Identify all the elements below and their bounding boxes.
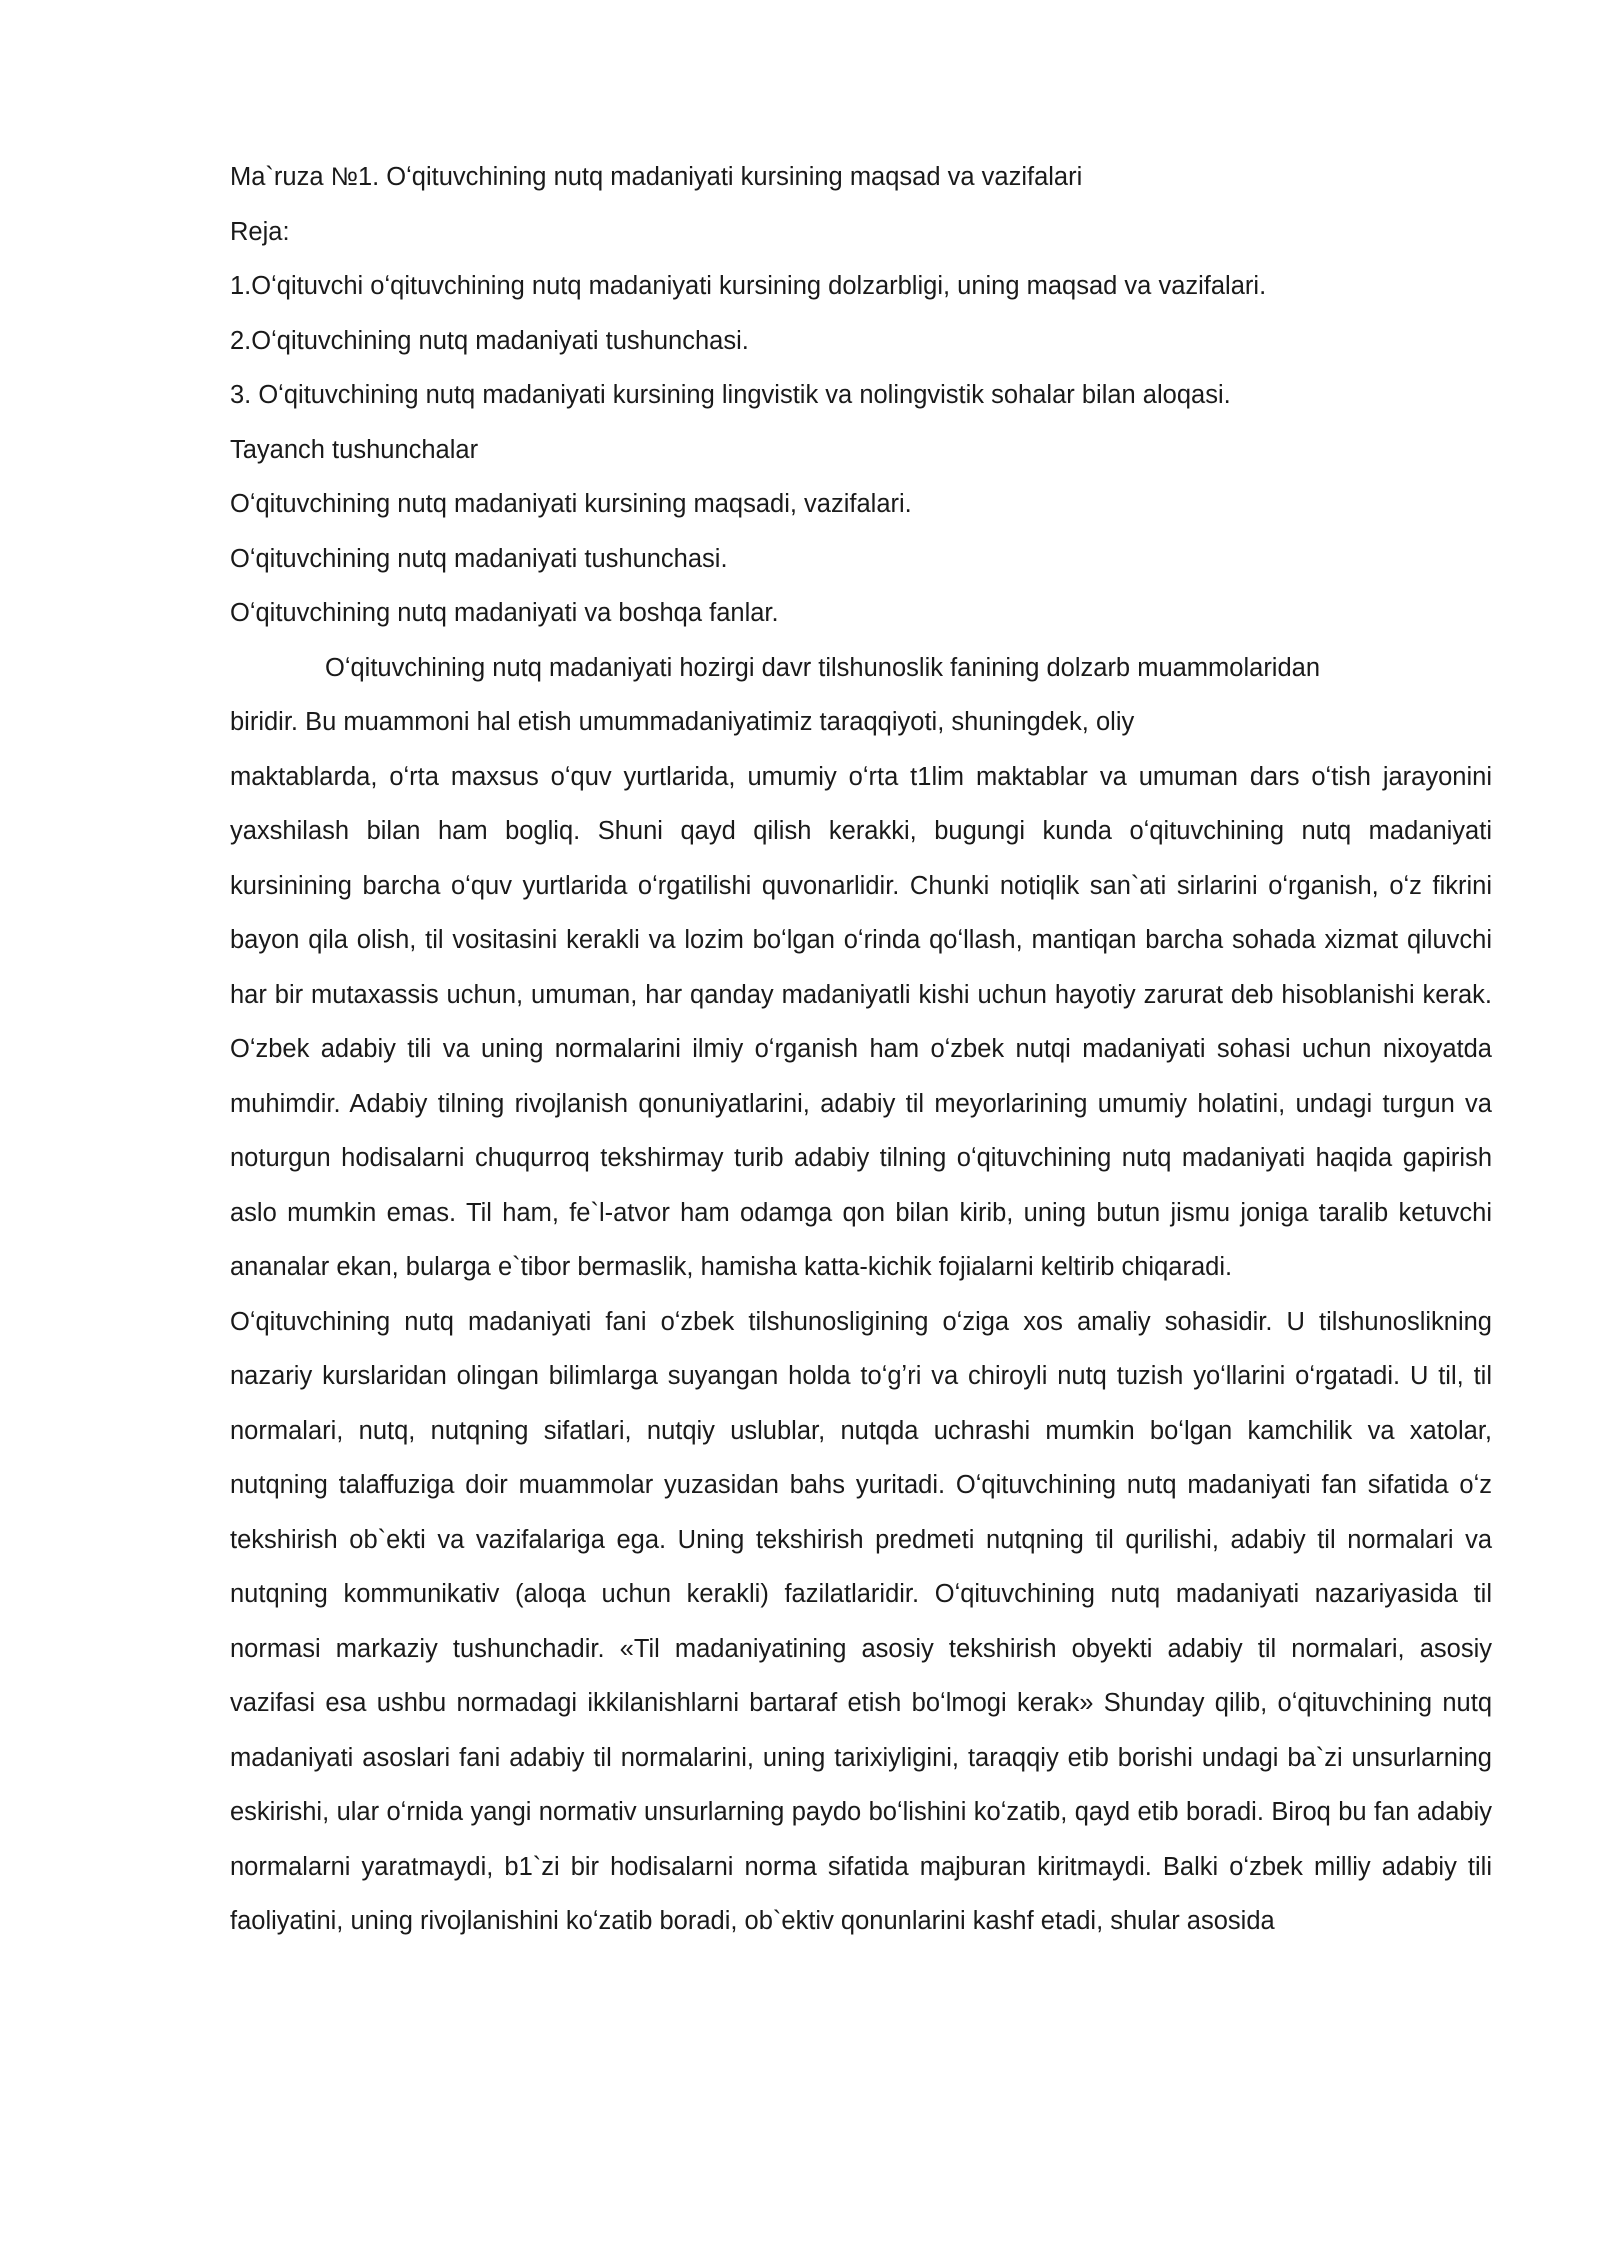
body-paragraph: maktablarda, oʻrta maxsus oʻquv yurtlarida, umumiy oʻrta t1lim maktablar va umuman dars oʻtish jarayonini yaxshilash bilan ham bogliq. Shuni qayd qilish kerakki, bugungi kunda oʻqituvchining nutq madaniyati kursinining barcha oʻquv yurtlarida oʻrgatilishi quvonarlidir. Chunki notiqlik san`ati sirlarini oʻrganish, oʻz fikrini bayon qila olish, til vositasini kerakli va lozim boʻlgan oʻrinda qoʻllash, mantiqan barcha sohada xizmat qiluvchi har bir mutaxassis uchun, umuman, har qanday madaniyatli kishi uchun hayotiy zarurat deb hisoblanishi kerak. Oʻzbek adabiy tili va uning normalarini ilmiy oʻrganish ham oʻzbek nutqi madaniyati sohasi uchun nixoyatda muhimdir. Adabiy tilning rivojlanish qonuniyatlarini, adabiy til meyorlarining umumiy holatini, undagi turgun va noturgun hodisalarni chuqurroq tekshirmay turib adabiy tilning oʻqituvchining nutq madaniyati haqida gapirish aslo mumkin emas. Til ham, fe`l-atvor ham odamga qon bilan kirib, uning butun jismu joniga taralib ketuvchi ananalar ekan, bularga e`tibor bermaslik, hamisha katta-kichik fojialarni keltirib chiqaradi.	[230, 762, 1492, 1281]
key-term: Oʻqituvchining nutq madaniyati tushunchasi.	[230, 544, 728, 573]
key-terms-heading: Tayanch tushunchalar	[230, 435, 479, 464]
body-paragraph: Oʻqituvchining nutq madaniyati fani oʻzbek tilshunosligining oʻziga xos amaliy sohasidir. U tilshunoslikning nazariy kurslaridan olingan bilimlarga suyangan holda toʻgʼri va chiroyli nutq tuzish yoʻllarini oʻrgatadi. U til, til normalari, nutq, nutqning sifatlari, nutqiy uslublar, nutqda uchrashi mumkin boʻlgan kamchilik va xatolar, nutqning talaffuziga doir muammolar yuzasidan bahs yuritadi. Oʻqituvchining nutq madaniyati fan sifatida oʻz tekshirish ob`ekti va vazifalariga ega. Uning tekshirish predmeti nutqning til qurilishi, adabiy til normalari va nutqning kommunikativ (aloqa uchun kerakli) fazilatlaridir. Oʻqituvchining nutq madaniyati nazariyasida til normasi markaziy tushunchadir. «Til madaniyatining asosiy tekshirish obyekti adabiy til normalari, asosiy vazifasi esa ushbu normadagi ikkilanishlarni bartaraf etish boʻlmogi kerak» Shunday qilib, oʻqituvchining nutq madaniyati asoslari fani adabiy til normalarini, uning tarixiyligini, taraqqiy etib borishi undagi ba`zi unsurlarning eskirishi, ular oʻrnida yangi normativ unsurlarning paydo boʻlishini koʻzatib, qayd etib boradi. Biroq bu fan adabiy normalarni yaratmaydi, b1`zi bir hodisalarni norma sifatida majburan kiritmaydi. Balki oʻzbek milliy adabiy tili faoliyatini, uning rivojlanishini koʻzatib boradi, ob`ektiv qonunlarini kashf etadi, shular asosida	[230, 1307, 1492, 1935]
key-term: Oʻqituvchining nutq madaniyati kursining maqsadi, vazifalari.	[230, 490, 912, 518]
document-title: Ma`ruza №1. Oʻqituvchining nutq madaniyati kursining maqsad va vazifalari	[230, 163, 1083, 191]
plan-heading: Reja:	[230, 217, 290, 246]
plan-item: 2.Oʻqituvchining nutq madaniyati tushunchasi.	[230, 326, 749, 355]
plan-item: 1.Oʻqituvchi oʻqituvchining nutq madaniyati kursining dolzarbligi, uning maqsad va vazifalari.	[230, 272, 1267, 300]
key-term: Oʻqituvchining nutq madaniyati va boshqa fanlar.	[230, 599, 779, 627]
plan-item: 3. Oʻqituvchining nutq madaniyati kursining lingvistik va nolingvistik sohalar bilan aloqasi.	[230, 381, 1231, 409]
intro-line: biridir. Bu muammoni hal etish umummadaniyatimiz taraqqiyoti, shuningdek, oliy	[230, 708, 1135, 736]
document-page	[230, 150, 1492, 1949]
intro-line: Oʻqituvchining nutq madaniyati hozirgi davr tilshunoslik fanining dolzarb muammolaridan	[325, 653, 1321, 682]
